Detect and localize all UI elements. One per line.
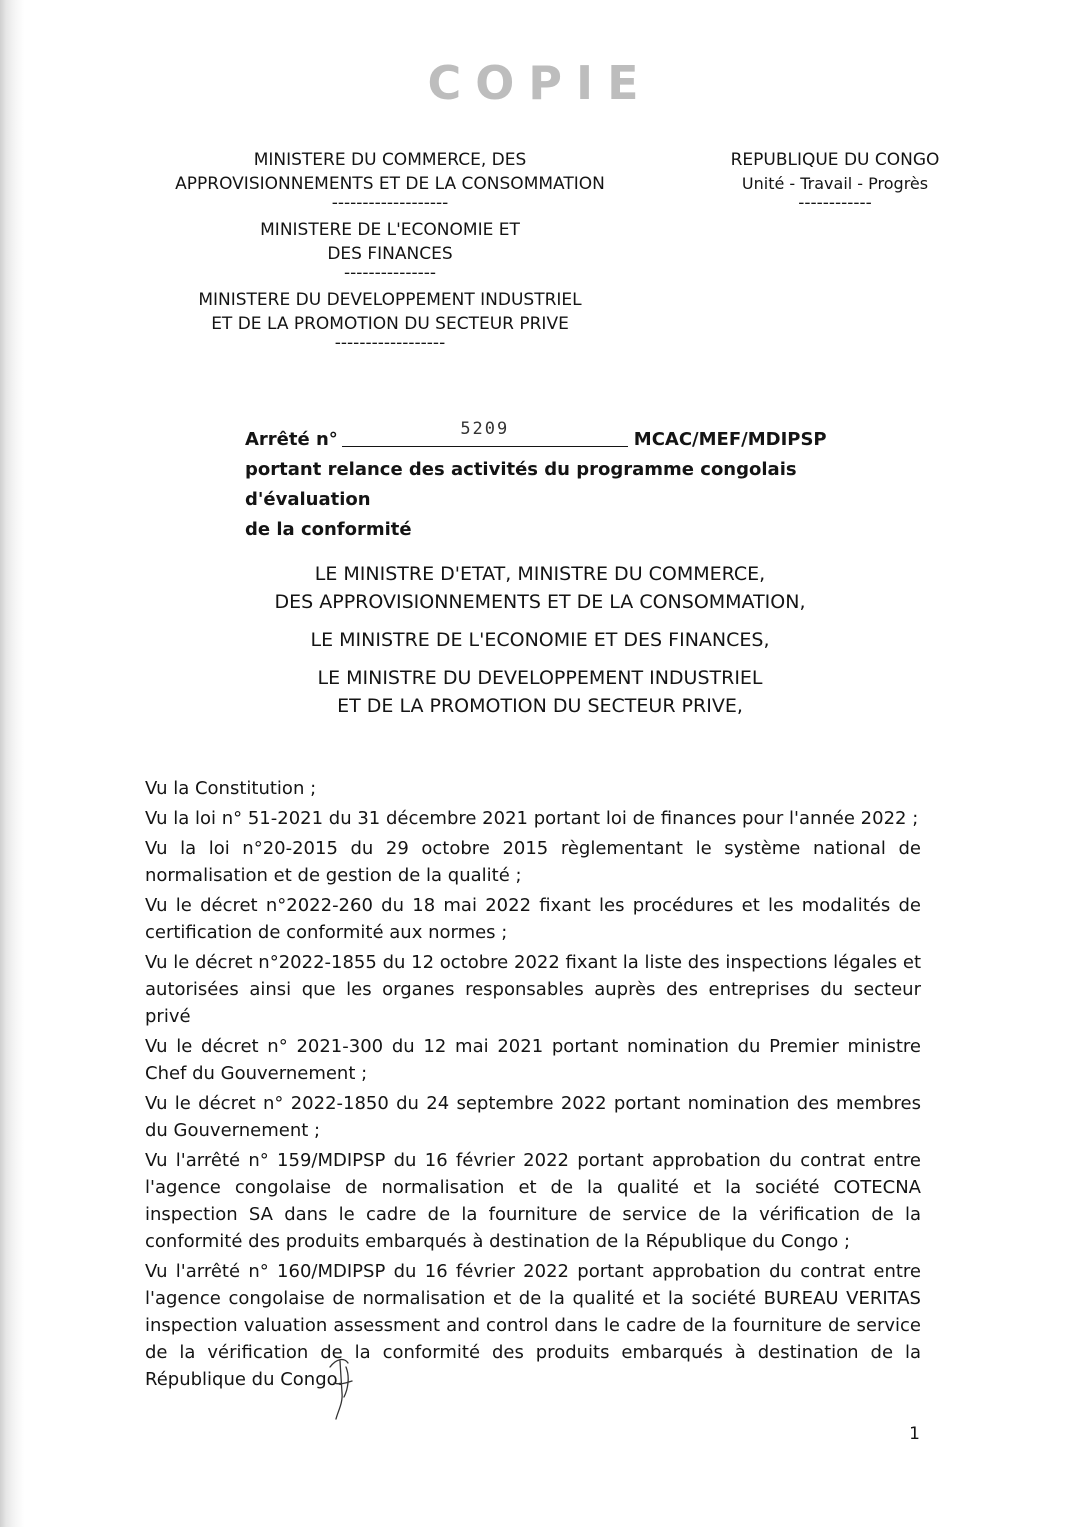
ministry-commerce-line-1: MINISTERE DU COMMERCE, DES: [253, 150, 527, 170]
page-number: 1: [909, 1424, 920, 1444]
arrete-prefix: Arrêté n°: [245, 429, 338, 450]
separator: ------------: [798, 193, 872, 213]
minister-commerce: [0, 560, 1080, 616]
copie-stamp: COPIE: [427, 56, 653, 110]
minister-commerce-line-2: DES APPROVISIONNEMENTS ET DE LA CONSOMMATION,: [274, 591, 806, 613]
minister-economy: [0, 626, 1080, 654]
ministry-economy-line-2: DES FINANCES: [327, 244, 453, 264]
visa-item: Vu le décret n°2022-260 du 18 mai 2022 fixant les procédures et les modalités de certification de conformité aux normes ;: [145, 895, 921, 943]
arrete-number-line: [245, 419, 885, 455]
arrete-subject-line-2: de la conformité: [245, 519, 412, 540]
visa-item: Vu l'arrêté n° 160/MDIPSP du 16 février 2022 portant approbation du contrat entre l'agence congolaise de normalisation et de la qualité et la société BUREAU VERITAS inspection valuation assessment and control dans le cadre de la fourniture de service de la vérification de la conformité des produits embarqués à destination de la République du Congo.: [145, 1261, 921, 1390]
ministries-header: [140, 148, 640, 358]
paraph-initial-icon: [326, 1353, 358, 1425]
republic-header: [690, 148, 980, 218]
minister-industry: [0, 664, 1080, 720]
ministry-economy-line-1: MINISTERE DE L'ECONOMIE ET: [260, 220, 520, 240]
ministry-industry-line-2: ET DE LA PROMOTION DU SECTEUR PRIVE: [211, 314, 569, 334]
country-name: REPUBLIQUE DU CONGO: [730, 150, 940, 170]
arrete-subject-line-1: portant relance des activités du programme congolais d'évaluation: [245, 459, 797, 510]
visa-item: Vu le décret n°2022-1855 du 12 octobre 2022 fixant la liste des inspections légales et autorisées ainsi que les organes responsables auprès des entreprises du secteur privé: [145, 952, 921, 1027]
visas-list: [145, 775, 921, 1396]
visa-item: Vu le décret n° 2022-1850 du 24 septembre 2022 portant nomination des membres du Gouvernement ;: [145, 1093, 921, 1141]
separator: ------------------: [334, 333, 446, 353]
ministry-industry-line-1: MINISTERE DU DEVELOPPEMENT INDUSTRIEL: [198, 290, 582, 310]
minister-commerce-line-1: LE MINISTRE D'ETAT, MINISTRE DU COMMERCE,: [314, 563, 766, 585]
national-motto: Unité - Travail - Progrès: [741, 174, 929, 193]
minister-industry-line-2: ET DE LA PROMOTION DU SECTEUR PRIVE,: [337, 695, 743, 717]
minister-industry-line-1: LE MINISTRE DU DEVELOPPEMENT INDUSTRIEL: [317, 667, 763, 689]
visa-item: Vu la Constitution ;: [145, 778, 317, 799]
minister-economy-line-1: LE MINISTRE DE L'ECONOMIE ET DES FINANCES,: [310, 629, 770, 651]
arrete-number-blank: [342, 419, 628, 447]
ministry-commerce-line-2: APPROVISIONNEMENTS ET DE LA CONSOMMATION: [175, 174, 605, 194]
separator: ---------------: [343, 263, 436, 283]
arrete-number: 5209: [460, 419, 510, 439]
ministers-preamble: [0, 560, 1080, 730]
scan-edge: [0, 0, 24, 1527]
visa-item: Vu le décret n° 2021-300 du 12 mai 2021 portant nomination du Premier ministre Chef du Gouvernement ;: [145, 1036, 921, 1084]
visa-item: Vu la loi n° 51-2021 du 31 décembre 2021 portant loi de finances pour l'année 2022 ;: [145, 808, 919, 829]
separator: -------------------: [331, 193, 449, 213]
visa-item: Vu l'arrêté n° 159/MDIPSP du 16 février 2022 portant approbation du contrat entre l'agence congolaise de normalisation et de la qualité et la société COTECNA inspection SA dans le cadre de la fourniture de service de la vérification de la conformité des produits embarqués à destination de la République du Congo ;: [145, 1150, 921, 1252]
arrete-suffix: MCAC/MEF/MDIPSP: [633, 429, 827, 450]
arrete-title: [245, 419, 885, 545]
visa-item: Vu la loi n°20-2015 du 29 octobre 2015 règlementant le système national de normalisation et de gestion de la qualité ;: [145, 838, 921, 886]
